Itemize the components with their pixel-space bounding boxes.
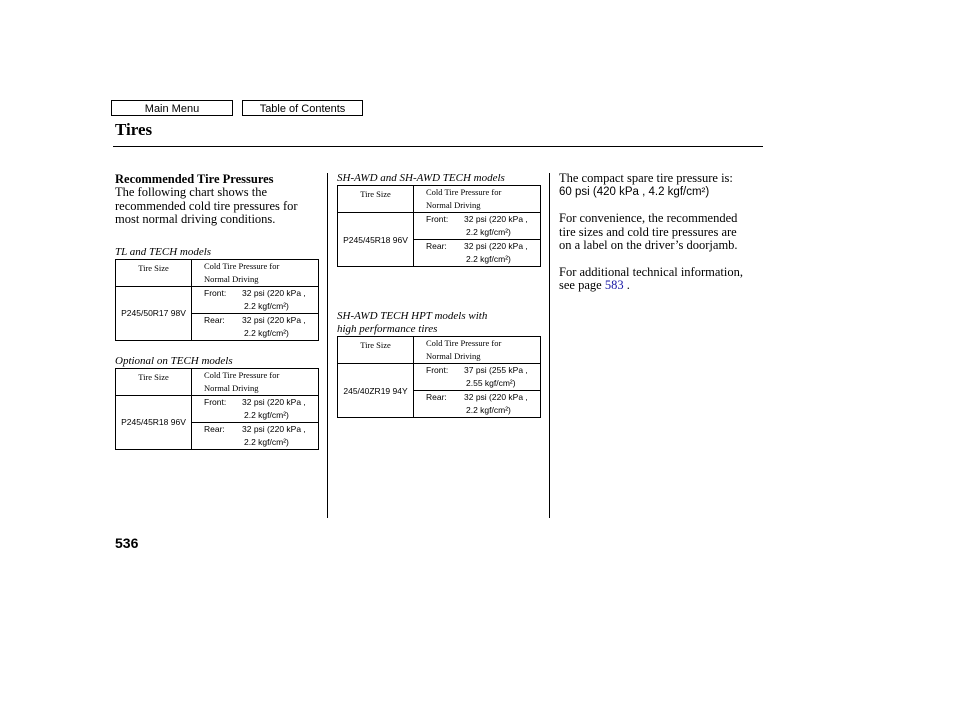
pressure-value-metric: 2.2 kgf/cm²) [466, 227, 511, 237]
front-pressure-cell [192, 286, 319, 313]
front-pressure-cell [414, 213, 541, 240]
pressure-header-line: Cold Tire Pressure for [204, 369, 280, 380]
table-row [116, 395, 319, 422]
table-caption-line: high performance tires [337, 323, 438, 335]
table-caption [337, 310, 543, 336]
table-header-row [338, 186, 541, 213]
pressure-value-metric: 2.2 kgf/cm²) [466, 405, 511, 415]
pressure-value: 32 psi (220 kPa , [464, 214, 528, 224]
pressure-header [192, 368, 319, 395]
tire-size-value: P245/50R17 98V [116, 286, 192, 340]
tire-pressure-table [115, 368, 319, 450]
page-number: 536 [115, 535, 139, 551]
convenience-paragraph [559, 212, 763, 253]
tire-size-value: P245/45R18 96V [116, 395, 192, 449]
pressure-value-metric: 2.2 kgf/cm²) [244, 436, 289, 447]
pressure-header-line: Cold Tire Pressure for [204, 260, 280, 271]
pressure-value: 32 psi (220 kPa , [242, 423, 306, 434]
column-divider [327, 173, 328, 518]
tire-pressure-table [337, 336, 541, 418]
column-2 [337, 172, 543, 418]
row-label: Rear: [204, 314, 225, 325]
tire-size-value: P245/45R18 96V [338, 213, 414, 267]
row-label: Front: [204, 396, 227, 407]
table-caption: SH-AWD and SH-AWD TECH models [337, 172, 505, 184]
paragraph-line: on a label on the driver’s doorjamb. [559, 238, 738, 252]
table-of-contents-button[interactable]: Table of Contents [242, 100, 363, 116]
table-caption-line: SH-AWD TECH HPT models with [337, 310, 488, 322]
row-label: Rear: [204, 423, 225, 434]
title-rule [113, 146, 763, 147]
intro-line: The following chart shows the [115, 185, 268, 199]
intro-line: most normal driving conditions. [115, 212, 276, 226]
intro-line: recommended cold tire pressures for [115, 198, 298, 213]
main-menu-button[interactable]: Main Menu [111, 100, 233, 116]
pressure-value: 32 psi (220 kPa , [242, 314, 306, 325]
spare-pressure-text: The compact spare tire pressure is: [559, 171, 733, 185]
column-divider [549, 173, 550, 518]
row-label: Front: [426, 214, 449, 224]
pressure-value-metric: 2.55 kgf/cm²) [466, 378, 516, 388]
rear-pressure-cell [414, 240, 541, 267]
section-heading: Recommended Tire Pressures [115, 172, 274, 186]
rear-pressure-cell [414, 391, 541, 418]
table-caption: TL and TECH models [115, 245, 212, 258]
table-header-row [338, 337, 541, 364]
spare-pressure-value: 60 psi (420 kPa , 4.2 kgf/cm²) [559, 185, 710, 198]
row-label: Rear: [426, 392, 447, 402]
row-label: Front: [204, 287, 227, 298]
tire-size-header: Tire Size [116, 368, 192, 395]
page-link[interactable]: 583 [604, 278, 624, 292]
rear-pressure-cell [192, 422, 319, 449]
tire-size-header: Tire Size [338, 186, 414, 213]
column-1 [115, 172, 321, 450]
tire-pressure-table [115, 259, 319, 341]
pressure-header-line: Normal Driving [426, 351, 481, 361]
pressure-header-line: Normal Driving [204, 273, 259, 284]
period-text: . [626, 278, 630, 292]
pressure-value: 37 psi (255 kPa , [464, 365, 528, 375]
front-pressure-cell [192, 395, 319, 422]
table-caption: Optional on TECH models [115, 354, 233, 367]
pressure-header-line: Normal Driving [204, 382, 259, 393]
pressure-value-metric: 2.2 kgf/cm²) [244, 409, 289, 420]
column-3 [559, 172, 763, 293]
table-header-row [116, 368, 319, 395]
pressure-header [414, 337, 541, 364]
pressure-header [414, 186, 541, 213]
pressure-header [192, 259, 319, 286]
tire-size-value: 245/40ZR19 94Y [338, 364, 414, 418]
tire-pressure-table [337, 185, 541, 267]
paragraph-line: For convenience, the recommended [559, 211, 738, 225]
intro-paragraph [115, 186, 321, 227]
paragraph-line [559, 279, 763, 293]
pressure-value-metric: 2.2 kgf/cm²) [244, 327, 289, 338]
additional-info-paragraph [559, 266, 763, 293]
pressure-header-line: Cold Tire Pressure for [426, 187, 502, 197]
front-pressure-cell [414, 364, 541, 391]
pressure-value: 32 psi (220 kPa , [242, 287, 306, 298]
pressure-value: 32 psi (220 kPa , [242, 396, 306, 407]
pressure-header-line: Normal Driving [426, 200, 481, 210]
tire-size-header: Tire Size [116, 259, 192, 286]
rear-pressure-cell [192, 313, 319, 340]
page-title: Tires [115, 120, 153, 139]
paragraph-line: tire sizes and cold tire pressures are [559, 224, 737, 239]
pressure-value: 32 psi (220 kPa , [464, 392, 528, 402]
row-label: Front: [426, 365, 449, 375]
table-row [116, 286, 319, 313]
row-label: Rear: [426, 241, 447, 251]
tire-size-header: Tire Size [338, 337, 414, 364]
table-row [338, 213, 541, 240]
table-row [338, 364, 541, 391]
paragraph-line: For additional technical information, [559, 264, 743, 279]
pressure-value-metric: 2.2 kgf/cm²) [244, 300, 289, 311]
pressure-header-line: Cold Tire Pressure for [426, 338, 502, 348]
pressure-value: 32 psi (220 kPa , [464, 241, 528, 251]
pressure-value-metric: 2.2 kgf/cm²) [466, 254, 511, 264]
table-header-row [116, 259, 319, 286]
see-page-text: see page [559, 278, 602, 292]
